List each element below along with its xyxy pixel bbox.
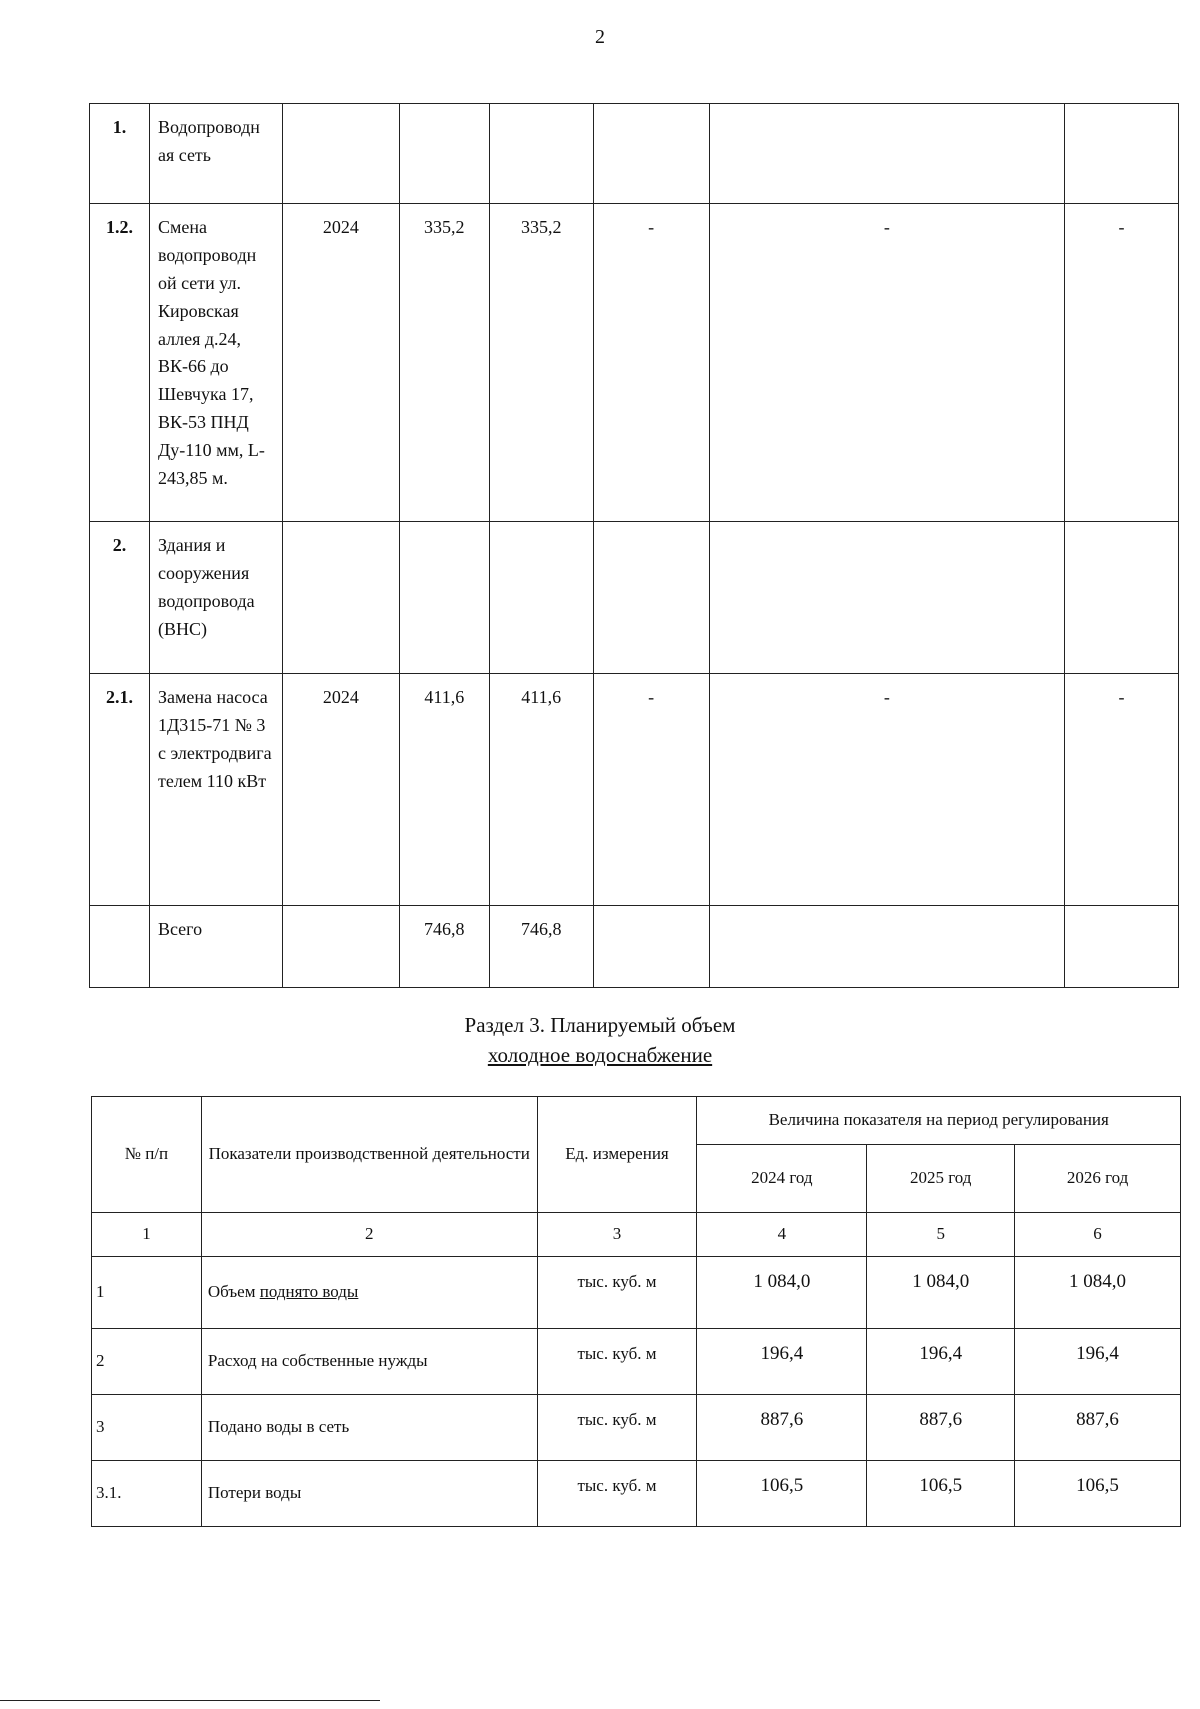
row-total: 746,8	[399, 906, 489, 988]
row-value-2025: 1 084,0	[867, 1257, 1015, 1329]
row-year: 2024	[282, 204, 399, 522]
table-row	[92, 1461, 1181, 1527]
row-value-2025: 106,5	[867, 1461, 1015, 1527]
row-name: Смена водопроводн ой сети ул. Кировская аллея д.24, ВК-66 до Шевчука 17, ВК-53 ПНД Ду-110 мм, L-243,85 м.	[149, 204, 282, 522]
row-indicator-underlined: поднято воды	[259, 1282, 359, 1302]
table-row	[90, 522, 1179, 674]
row-value-2025: 196,4	[867, 1329, 1015, 1395]
row-indicator-prefix: Объем	[207, 1282, 260, 1302]
investment-table	[89, 103, 1179, 988]
row-value	[1065, 104, 1179, 204]
row-value-2024: 196,4	[697, 1329, 867, 1395]
row-value: -	[709, 674, 1065, 906]
header-indicator: Показатели производственной деятельности	[201, 1097, 537, 1213]
row-indicator-prefix: Расход на собственные нужды	[207, 1351, 428, 1371]
row-value-2024: 887,6	[697, 1395, 867, 1461]
row-indicator	[201, 1395, 537, 1461]
row-value	[1065, 906, 1179, 988]
row-value-2026: 887,6	[1015, 1395, 1181, 1461]
section-heading	[0, 1010, 1200, 1071]
table-row	[92, 1329, 1181, 1395]
header-year-2024: 2024 год	[697, 1145, 867, 1213]
row-total	[399, 104, 489, 204]
row-number: 1	[92, 1257, 202, 1329]
footnote-divider	[0, 1700, 380, 1701]
index-cell: 4	[697, 1213, 867, 1257]
row-value: -	[709, 204, 1065, 522]
row-indicator	[201, 1257, 537, 1329]
row-indicator-prefix: Подано воды в сеть	[207, 1417, 350, 1437]
row-unit: тыс. куб. м	[537, 1395, 697, 1461]
row-value: -	[1065, 674, 1179, 906]
table-row	[92, 1257, 1181, 1329]
row-indicator	[201, 1329, 537, 1395]
row-value: -	[593, 674, 709, 906]
table-row	[90, 104, 1179, 204]
row-name: Замена насоса 1Д315-71 № 3 с электродвига телем 110 кВт	[149, 674, 282, 906]
row-value-2026: 196,4	[1015, 1329, 1181, 1395]
row-year	[282, 104, 399, 204]
row-total	[399, 522, 489, 674]
row-number	[90, 906, 150, 988]
row-number: 3.1.	[92, 1461, 202, 1527]
row-value	[489, 522, 593, 674]
page-number: 2	[595, 26, 605, 48]
row-indicator	[201, 1461, 537, 1527]
row-year	[282, 906, 399, 988]
header-year-2026: 2026 год	[1015, 1145, 1181, 1213]
header-period: Величина показателя на период регулирования	[697, 1097, 1181, 1145]
row-number: 1.	[90, 104, 150, 204]
table-row	[90, 906, 1179, 988]
index-cell: 1	[92, 1213, 202, 1257]
row-name: Водопроводн ая сеть	[149, 104, 282, 204]
section-subtitle: холодное водоснабжение	[487, 1043, 713, 1068]
row-value	[709, 906, 1065, 988]
table-row	[90, 204, 1179, 522]
row-unit: тыс. куб. м	[537, 1257, 697, 1329]
row-value: -	[593, 204, 709, 522]
row-unit: тыс. куб. м	[537, 1329, 697, 1395]
row-value	[489, 104, 593, 204]
row-name: Всего	[149, 906, 282, 988]
header-unit: Ед. измерения	[537, 1097, 697, 1213]
row-indicator-prefix: Потери воды	[207, 1483, 302, 1503]
planned-volume-table	[91, 1096, 1181, 1527]
row-total: 411,6	[399, 674, 489, 906]
index-cell: 3	[537, 1213, 697, 1257]
row-value	[593, 104, 709, 204]
row-value-2025: 887,6	[867, 1395, 1015, 1461]
table-row	[90, 674, 1179, 906]
row-year: 2024	[282, 674, 399, 906]
row-value-2024: 106,5	[697, 1461, 867, 1527]
row-value	[709, 104, 1065, 204]
row-name: Здания и сооружения водопровода (ВНС)	[149, 522, 282, 674]
row-value-2026: 106,5	[1015, 1461, 1181, 1527]
table-row	[92, 1395, 1181, 1461]
header-year-2025: 2025 год	[867, 1145, 1015, 1213]
row-value	[1065, 522, 1179, 674]
index-row	[92, 1213, 1181, 1257]
row-value-2026: 1 084,0	[1015, 1257, 1181, 1329]
section-title: Раздел 3. Планируемый объем	[464, 1013, 736, 1037]
row-number: 1.2.	[90, 204, 150, 522]
row-number: 2	[92, 1329, 202, 1395]
row-number: 2.	[90, 522, 150, 674]
row-number: 2.1.	[90, 674, 150, 906]
index-cell: 5	[867, 1213, 1015, 1257]
row-total: 335,2	[399, 204, 489, 522]
index-cell: 6	[1015, 1213, 1181, 1257]
row-value-2024: 1 084,0	[697, 1257, 867, 1329]
row-value: 746,8	[489, 906, 593, 988]
header-num: № п/п	[92, 1097, 202, 1213]
row-year	[282, 522, 399, 674]
row-value: 335,2	[489, 204, 593, 522]
row-value	[593, 522, 709, 674]
row-number: 3	[92, 1395, 202, 1461]
row-value: -	[1065, 204, 1179, 522]
row-value: 411,6	[489, 674, 593, 906]
header-row	[92, 1097, 1181, 1145]
row-value	[593, 906, 709, 988]
row-value	[709, 522, 1065, 674]
row-unit: тыс. куб. м	[537, 1461, 697, 1527]
index-cell: 2	[201, 1213, 537, 1257]
